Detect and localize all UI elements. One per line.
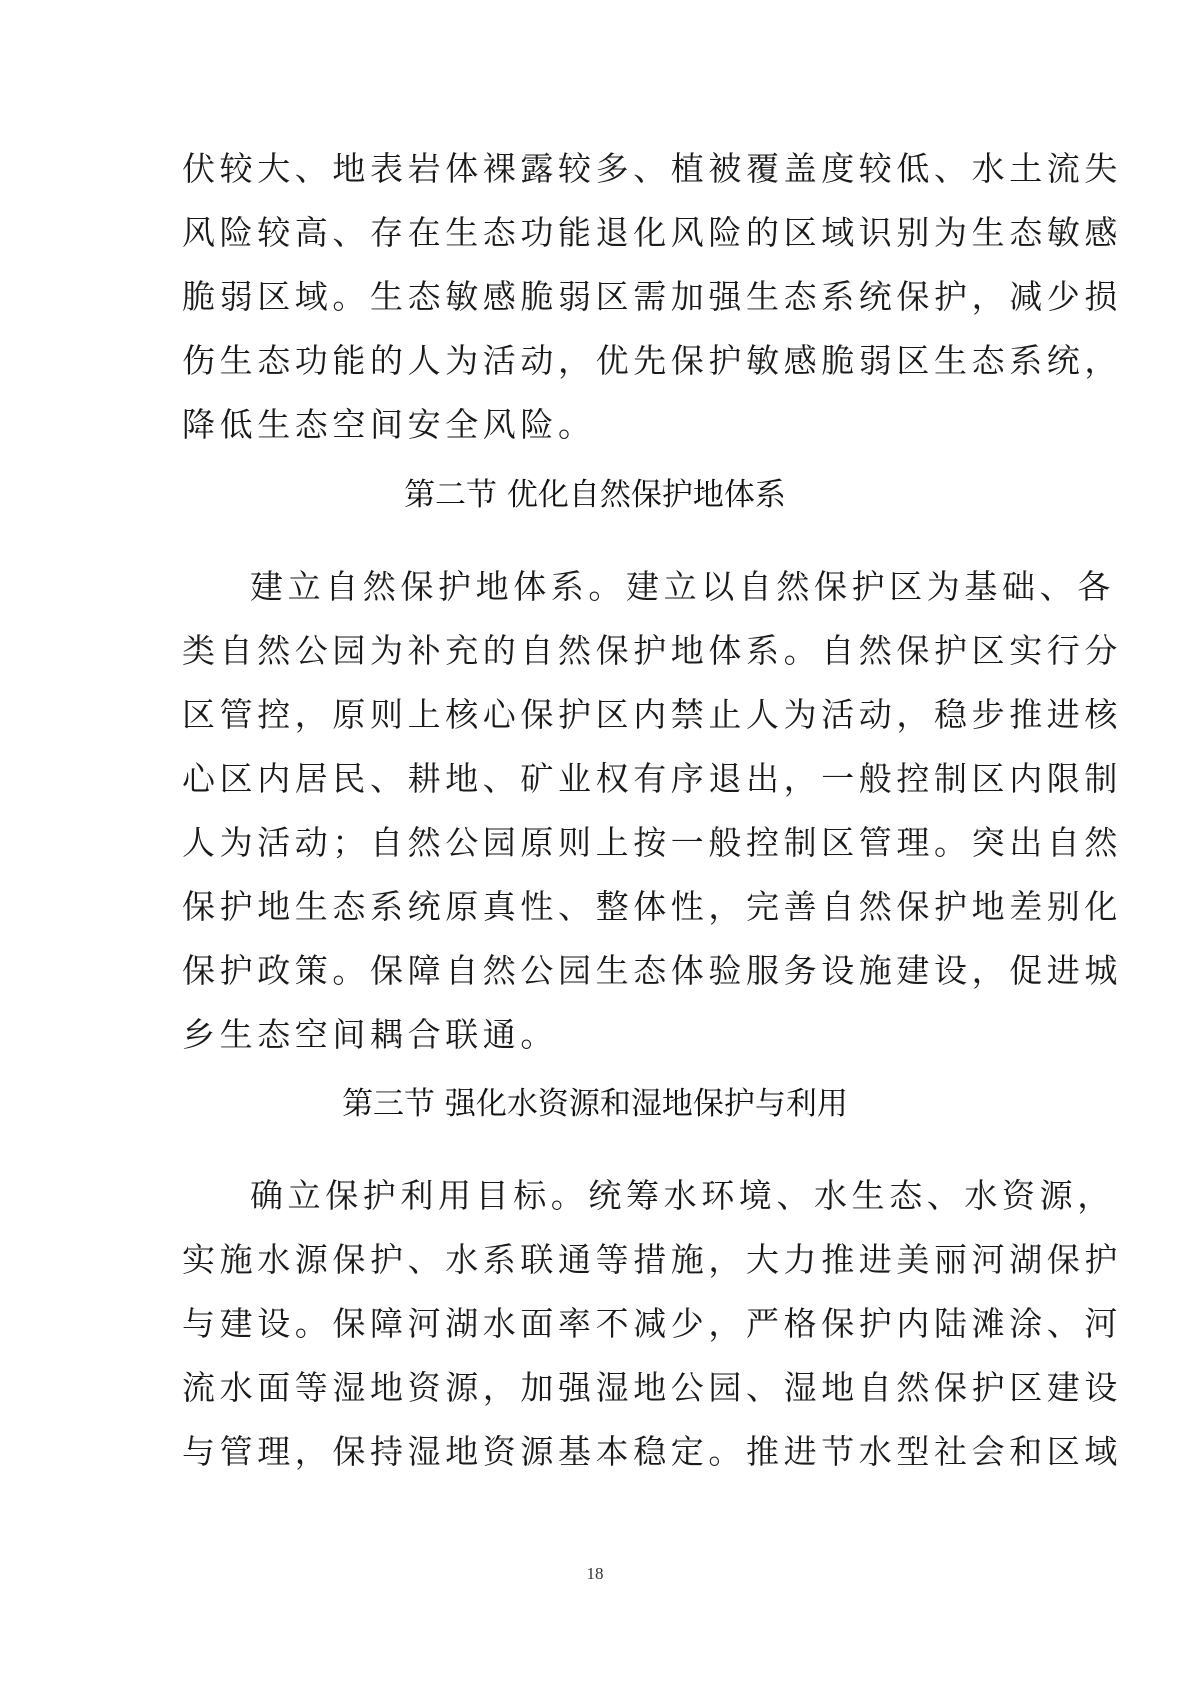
text-line: 人为活动；自然公园原则上按一般控制区管理。突出自然: [182, 823, 1122, 862]
text-line: 风险较高、存在生态功能退化风险的区域识别为生态敏感: [182, 213, 1122, 252]
text-line: 伤生态功能的人为活动，优先保护敏感脆弱区生态系统，: [182, 341, 1122, 380]
text-line: 与管理，保持湿地资源基本稳定。推进节水型社会和区域: [182, 1432, 1122, 1471]
section-heading-3: 第三节 强化水资源和湿地保护与利用: [342, 1086, 848, 1122]
text-line: 伏较大、地表岩体裸露较多、植被覆盖度较低、水土流失: [182, 149, 1122, 188]
text-line: 保护政策。保障自然公园生态体验服务设施建设，促进城: [182, 951, 1122, 990]
section-heading-2: 第二节 优化自然保护地体系: [404, 477, 786, 513]
text-line: 降低生态空间安全风险。: [182, 405, 596, 444]
page-number: 18: [586, 1564, 604, 1583]
text-line: 实施水源保护、水系联通等措施，大力推进美丽河湖保护: [182, 1240, 1122, 1279]
text-line: 建立自然保护地体系。建立以自然保护区为基础、各: [250, 567, 1115, 606]
text-line: 确立保护利用目标。统筹水环境、水生态、水资源，: [250, 1176, 1115, 1215]
text-line: 心区内居民、耕地、矿业权有序退出，一般控制区内限制: [182, 759, 1122, 798]
text-line: 区管控，原则上核心保护区内禁止人为活动，稳步推进核: [182, 695, 1122, 734]
text-line: 乡生态空间耦合联通。: [182, 1015, 558, 1054]
text-line: 保护地生态系统原真性、整体性，完善自然保护地差别化: [182, 887, 1122, 926]
text-line: 类自然公园为补充的自然保护地体系。自然保护区实行分: [182, 631, 1122, 670]
text-line: 与建设。保障河湖水面率不减少，严格保护内陆滩涂、河: [182, 1304, 1122, 1343]
text-line: 流水面等湿地资源，加强湿地公园、湿地自然保护区建设: [182, 1368, 1122, 1407]
text-line: 脆弱区域。生态敏感脆弱区需加强生态系统保护，减少损: [182, 277, 1122, 316]
